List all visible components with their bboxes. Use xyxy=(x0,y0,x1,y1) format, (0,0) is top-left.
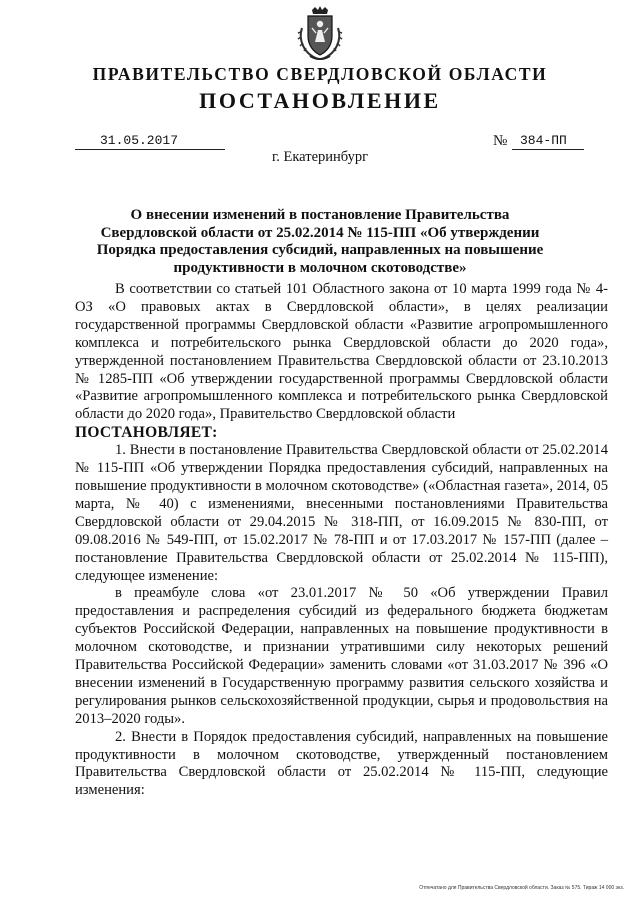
document-date: 31.05.2017 xyxy=(100,133,179,148)
number-sign: № xyxy=(493,133,508,149)
document-type-heading: ПОСТАНОВЛЕНИЕ xyxy=(199,88,441,113)
decrees-heading: ПОСТАНОВЛЯЕТ: xyxy=(75,424,218,442)
item-2-paragraph: 2. Внести в Порядок предоставления субсидий, направленных на повышение продуктивности в молочном скотоводстве, утвержденный постановлением Правительства Свердловской области от 25.02.2014 № 115-ПП, следующие изменения: xyxy=(75,728,608,799)
item-1-paragraph: 1. Внести в постановление Правительства Свердловской области от 25.02.2014 № 115-ПП «Об утверждении Порядка предоставления субсидий, направленных на повышение продуктивности в молочном скотоводстве» («Областная газета», 2014, 05 марта, № 40) с изменениями, внесенными постановлениями Правительства Свердловской области от 29.04.2015 № 318-ПП, от 16.09.2015 № 830-ПП, от 09.08.2016 № 549-ПП, от 15.02.2017 № 78-ПП и от 17.03.2017 № 157-ПП (далее – постановление Правительства Свердловской области от 25.02.2014 № 115-ПП), следующее изменение: xyxy=(75,442,608,584)
government-name: ПРАВИТЕЛЬСТВО СВЕРДЛОВСКОЙ ОБЛАСТИ xyxy=(92,64,548,84)
document-body xyxy=(75,281,608,800)
coat-of-arms-emblem xyxy=(296,6,344,62)
print-footer: Отпечатано для Правительства Свердловской области. Заказ № 575. Тираж 14 000 экз. xyxy=(419,885,624,891)
document-number: 384-ПП xyxy=(520,133,567,148)
preamble-paragraph: в преамбуле слова «от 23.01.2017 № 50 «Об утверждении Правил предоставления и распределения субсидий из федерального бюджета бюджетам субъектов Российской Федерации, направленных на повышение продуктивности в молочном скотоводстве, и признании утратившими силу некоторых решений Правительства Российской Федерации» заменить словами «от 31.03.2017 № 396 «О внесении изменений в Государственную программу развития сельского хозяйства и регулирования рынков сельскохозяйственной продукции, сырья и продовольствия на 2013–2020 годы». xyxy=(75,585,608,727)
document-title: О внесении изменений в постановление Правительства Свердловской области от 25.02.2014 № 115-ПП «Об утверждении Порядка предоставления субсидий, направленных на повышение продуктивности в молочном скотоводстве» xyxy=(96,207,544,276)
intro-paragraph: В соответствии со статьей 101 Областного закона от 10 марта 1999 года № 4-ОЗ «О правовых актах в Свердловской области», в целях реализации государственной программы Свердловской области «Развитие агропромышленного комплекса и потребительского рынка Свердловской области до 2020 года», утвержденной постановлением Правительства Свердловской области от 23.10.2013 № 1285-ПП «Об утверждении государственной программы Свердловской области «Развитие агропромышленного комплекса и потребительского рынка Свердловской области до 2020 года», Правительство Свердловской области xyxy=(75,281,608,423)
city-name: г. Екатеринбург xyxy=(271,149,369,165)
